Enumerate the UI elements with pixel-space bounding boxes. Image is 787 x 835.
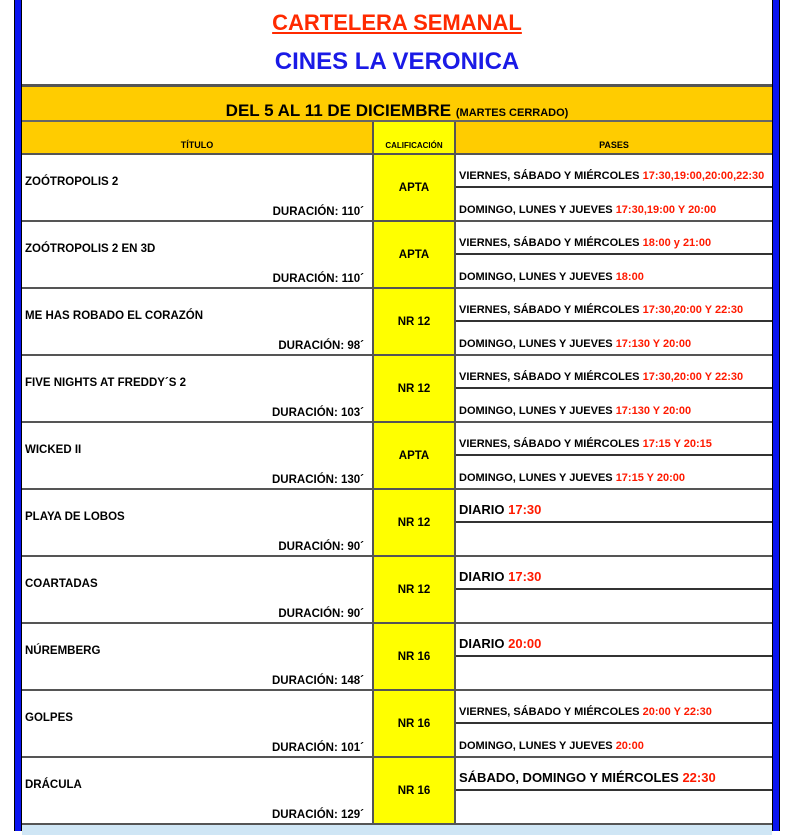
table-row: [22, 289, 772, 356]
showtimes-cell: [456, 222, 772, 287]
right-border: [772, 0, 780, 831]
title-cell: [22, 557, 374, 622]
showtime-times: 20:00: [508, 635, 542, 651]
showtime-days: DOMINGO, LUNES Y JUEVES: [459, 204, 616, 216]
showtime-line: [456, 557, 772, 590]
cinema-name: CINES LA VERONICA: [274, 48, 520, 75]
header-rating: CALIFICACIÓN: [374, 122, 456, 153]
footer-strip: [22, 825, 772, 835]
showtimes-cell: [456, 289, 772, 354]
showtime-days: DOMINGO, LUNES Y JUEVES: [459, 338, 616, 350]
showtime-line: [456, 657, 772, 689]
showtime-line: [456, 490, 772, 523]
movie-duration: DURACIÓN: 110´: [272, 206, 364, 218]
movie-title: COARTADAS: [25, 578, 98, 590]
movie-duration: DURACIÓN: 90´: [278, 541, 364, 553]
movie-title: WICKED II: [25, 444, 82, 456]
showtime-times: 18:00 y 21:00: [642, 236, 712, 249]
showtimes-cell: [456, 490, 772, 555]
showtime-line: [456, 389, 772, 421]
date-band: [22, 87, 772, 122]
title-block: [22, 0, 772, 87]
showtime-times: 17:30,20:00 Y 22:30: [642, 303, 744, 316]
rating-cell: APTA: [374, 155, 456, 220]
movie-title: NÚREMBERG: [25, 645, 101, 657]
header-title: TÍTULO: [22, 122, 374, 153]
rating-cell: NR 16: [374, 691, 456, 756]
table-row: [22, 222, 772, 289]
showtime-days: DOMINGO, LUNES Y JUEVES: [459, 740, 616, 752]
title-cell: [22, 222, 374, 287]
showtime-times: 17:30: [508, 568, 542, 584]
showtime-days: DOMINGO, LUNES Y JUEVES: [459, 472, 616, 484]
showtime-line: [456, 724, 772, 756]
showtime-days: VIERNES, SÁBADO Y MIÉRCOLES: [459, 236, 643, 249]
showtime-line: [456, 590, 772, 622]
showtimes-cell: [456, 758, 772, 823]
showtime-times: 17:30,20:00 Y 22:30: [642, 370, 744, 383]
rating-cell: NR 12: [374, 289, 456, 354]
date-range: DEL 5 AL 11 DE DICIEMBRE: [225, 101, 452, 120]
showtime-line: [456, 322, 772, 354]
title-cell: [22, 691, 374, 756]
table-row: [22, 155, 772, 222]
header-showtimes: PASES: [599, 140, 629, 150]
showtimes-cell: [456, 624, 772, 689]
rating-cell: NR 12: [374, 557, 456, 622]
page-title: CARTELERA SEMANAL: [272, 10, 522, 35]
showtime-days: VIERNES, SÁBADO Y MIÉRCOLES: [459, 370, 643, 383]
showtime-days: VIERNES, SÁBADO Y MIÉRCOLES: [459, 437, 643, 450]
showtime-days: SÁBADO, DOMINGO Y MIÉRCOLES: [459, 769, 683, 785]
showtime-times: 17:30,19:00 Y 20:00: [615, 204, 717, 216]
showtime-times: 17:30,19:00,20:00,22:30: [642, 169, 765, 182]
showtime-times: 18:00: [615, 271, 644, 283]
showtime-days: VIERNES, SÁBADO Y MIÉRCOLES: [459, 705, 643, 718]
table-row: [22, 624, 772, 691]
showtime-line: [456, 691, 772, 724]
movie-title: ZOÓTROPOLIS 2 EN 3D: [25, 243, 156, 255]
showtime-line: [456, 523, 772, 555]
showtimes-cell: [456, 356, 772, 421]
table-row: [22, 356, 772, 423]
movie-title: ME HAS ROBADO EL CORAZÓN: [25, 310, 204, 322]
showtime-days: DIARIO: [459, 635, 509, 651]
showtime-line: [456, 456, 772, 488]
showtime-line: [456, 791, 772, 823]
column-headers: [22, 122, 772, 155]
showtime-line: [456, 255, 772, 287]
title-cell: [22, 356, 374, 421]
closed-note: (MARTES CERRADO): [455, 107, 569, 119]
showtime-days: VIERNES, SÁBADO Y MIÉRCOLES: [459, 169, 643, 182]
movie-title: GOLPES: [25, 712, 73, 724]
showtime-days: DIARIO: [459, 501, 509, 517]
title-cell: [22, 758, 374, 823]
showtime-days: DOMINGO, LUNES Y JUEVES: [459, 405, 616, 417]
title-cell: [22, 490, 374, 555]
rating-cell: NR 16: [374, 624, 456, 689]
showtime-line: [456, 188, 772, 220]
movie-duration: DURACIÓN: 103´: [271, 407, 364, 419]
showtime-days: VIERNES, SÁBADO Y MIÉRCOLES: [459, 303, 643, 316]
rating-cell: APTA: [374, 222, 456, 287]
showtime-times: 20:00: [615, 740, 644, 752]
title-cell: [22, 155, 374, 220]
showtime-line: [456, 624, 772, 657]
movie-duration: DURACIÓN: 110´: [272, 273, 364, 285]
rating-cell: NR 12: [374, 356, 456, 421]
movie-title: ZOÓTROPOLIS 2: [25, 176, 119, 188]
showtime-times: 17:130 Y 20:00: [615, 338, 692, 350]
showtimes-cell: [456, 691, 772, 756]
showtime-line: [456, 289, 772, 322]
showtime-times: 17:30: [508, 501, 542, 517]
showtime-times: 20:00 Y 22:30: [642, 705, 712, 718]
table-row: [22, 557, 772, 624]
movie-title: FIVE NIGHTS AT FREDDY´S 2: [25, 377, 187, 389]
showtime-days: DOMINGO, LUNES Y JUEVES: [459, 271, 616, 283]
movie-duration: DURACIÓN: 130´: [271, 474, 364, 486]
showtime-line: [456, 356, 772, 389]
movie-duration: DURACIÓN: 148´: [271, 675, 364, 687]
movie-duration: DURACIÓN: 129´: [271, 809, 364, 821]
rating-cell: NR 16: [374, 758, 456, 823]
table-row: [22, 758, 772, 825]
left-border: [14, 0, 22, 831]
title-cell: [22, 624, 374, 689]
movie-duration: DURACIÓN: 90´: [278, 608, 364, 620]
title-cell: [22, 423, 374, 488]
showtime-line: [456, 155, 772, 188]
showtime-times: 17:15 Y 20:00: [615, 472, 686, 484]
showtime-times: 17:130 Y 20:00: [615, 405, 692, 417]
rating-cell: APTA: [374, 423, 456, 488]
table-row: [22, 423, 772, 490]
showtime-line: [456, 758, 772, 791]
schedule: [22, 0, 772, 835]
showtimes-cell: [456, 423, 772, 488]
showtime-times: 22:30: [682, 769, 716, 785]
movie-duration: DURACIÓN: 98´: [278, 340, 364, 352]
showtime-days: DIARIO: [459, 568, 509, 584]
showtimes-cell: [456, 155, 772, 220]
showtime-line: [456, 222, 772, 255]
movie-duration: DURACIÓN: 101´: [271, 742, 364, 754]
showtime-times: 17:15 Y 20:15: [642, 437, 712, 450]
showtimes-cell: [456, 557, 772, 622]
title-cell: [22, 289, 374, 354]
movie-title: DRÁCULA: [25, 779, 82, 791]
movie-title: PLAYA DE LOBOS: [25, 511, 125, 523]
rating-cell: NR 12: [374, 490, 456, 555]
table-row: [22, 490, 772, 557]
showtime-line: [456, 423, 772, 456]
table-row: [22, 691, 772, 758]
